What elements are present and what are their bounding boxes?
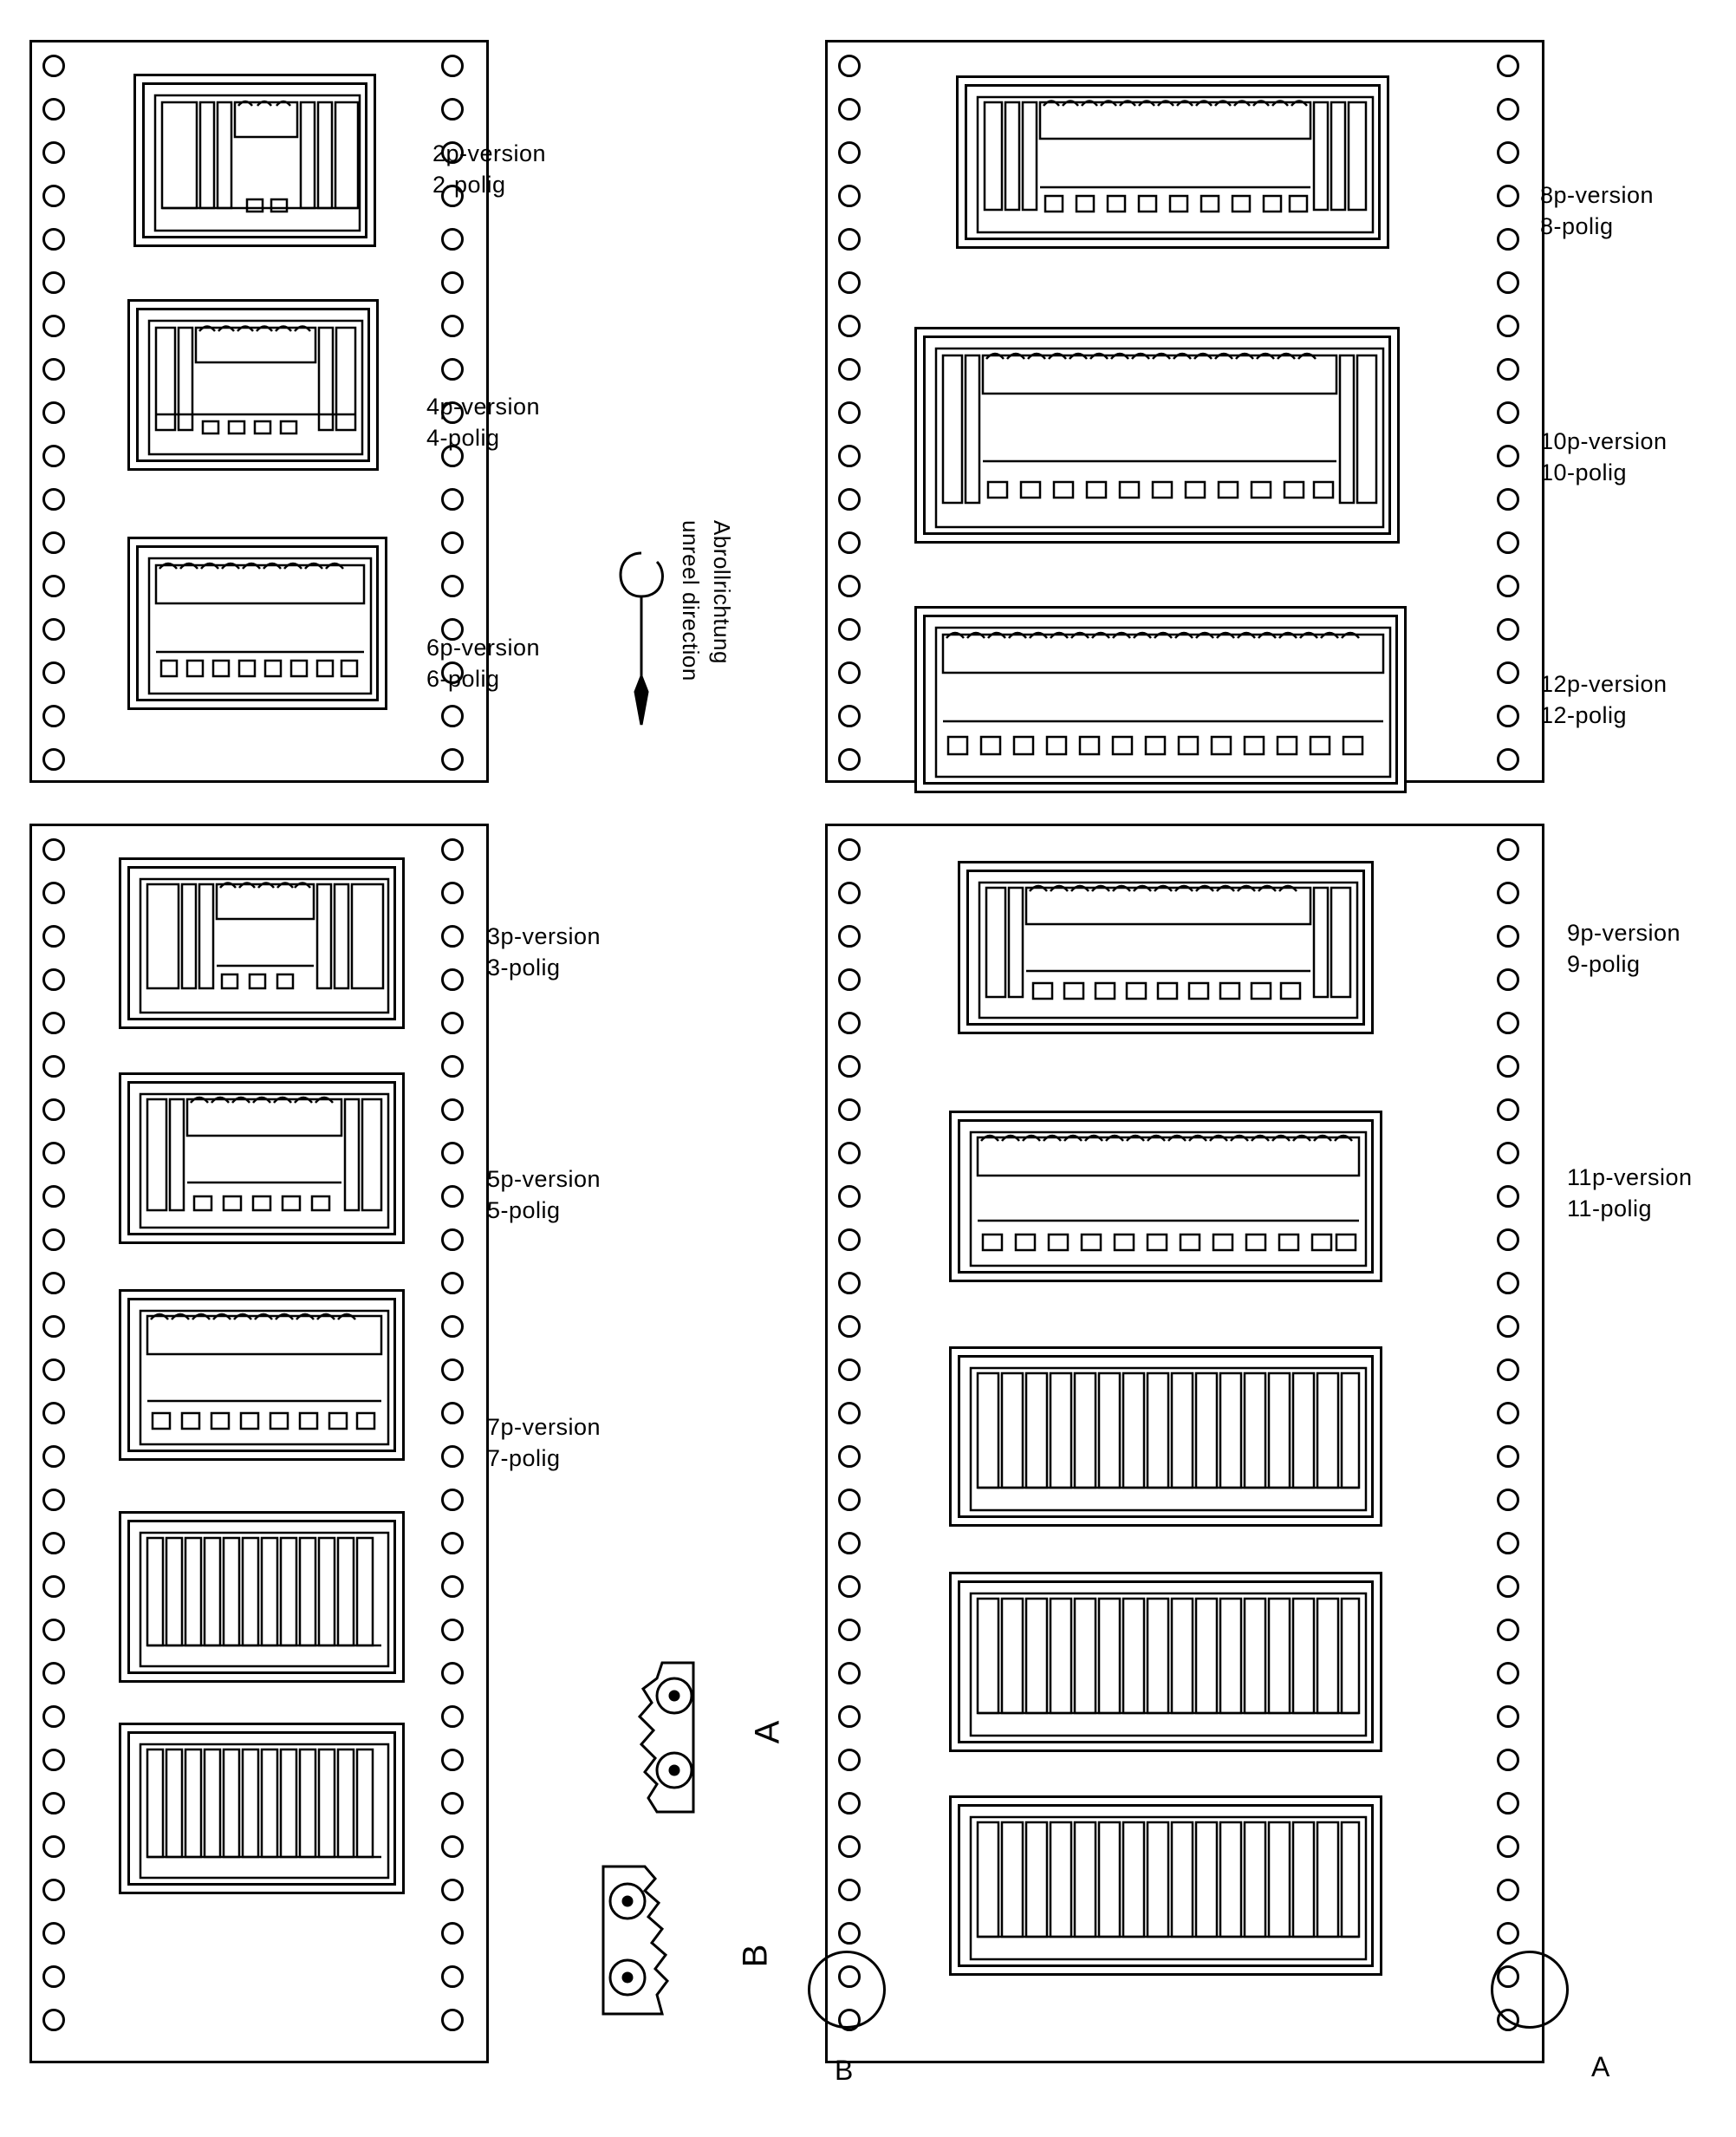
component-pocket: [119, 857, 405, 1029]
sprocket-hole: [42, 748, 65, 771]
sprocket-hole: [838, 1922, 861, 1945]
sprocket-hole: [42, 358, 65, 381]
sprocket-hole: [838, 1358, 861, 1381]
sprocket-hole: [441, 1792, 464, 1814]
tape-top-right: [825, 40, 1668, 783]
section-marker-b-circle: [808, 1951, 886, 2029]
sprocket-hole: [441, 1575, 464, 1598]
sprocket-hole: [441, 1358, 464, 1381]
sprocket-hole: [838, 1142, 861, 1164]
sprocket-hole: [42, 838, 65, 861]
sprocket-hole: [441, 748, 464, 771]
sprocket-hole: [441, 488, 464, 511]
sprocket-hole: [1497, 1315, 1519, 1338]
sprocket-hole: [838, 141, 861, 164]
sprocket-hole: [42, 1055, 65, 1078]
sprocket-hole: [838, 1489, 861, 1511]
component-pocket: [119, 1511, 405, 1683]
sprocket-hole: [42, 968, 65, 991]
sprocket-hole: [1497, 1185, 1519, 1208]
sprocket-hole: [441, 1879, 464, 1901]
sprocket-hole: [441, 1705, 464, 1728]
sprocket-hole: [441, 1185, 464, 1208]
sprocket-hole: [42, 1228, 65, 1251]
sprocket-hole: [838, 661, 861, 684]
component-pocket: [127, 537, 387, 710]
component-pocket: [958, 861, 1374, 1034]
sprocket-hole: [42, 1012, 65, 1034]
sprocket-hole: [1497, 925, 1519, 948]
sprocket-hole: [1497, 838, 1519, 861]
sprocket-hole: [838, 488, 861, 511]
sprocket-hole: [42, 445, 65, 467]
sprocket-hole: [441, 1619, 464, 1641]
sprocket-hole: [441, 1402, 464, 1424]
sprocket-hole: [1497, 358, 1519, 381]
label-en: 9p-version: [1567, 920, 1681, 946]
sprocket-hole: [42, 882, 65, 904]
pocket-label-6p: [426, 632, 540, 694]
sprocket-hole: [42, 618, 65, 641]
sprocket-hole: [42, 1619, 65, 1641]
sprocket-hole: [42, 1922, 65, 1945]
sprocket-hole: [42, 1272, 65, 1294]
pocket-label-4p: [426, 391, 540, 453]
sprocket-hole: [441, 1098, 464, 1121]
pocket-label-8p: [1540, 179, 1654, 242]
sprocket-hole: [1497, 1532, 1519, 1554]
sprocket-hole: [441, 1965, 464, 1988]
sprocket-hole: [441, 2009, 464, 2031]
sprocket-hole: [1497, 1619, 1519, 1641]
sprocket-hole: [838, 1749, 861, 1771]
sprocket-hole: [42, 1575, 65, 1598]
section-marker-a-label: A: [1591, 2051, 1610, 2082]
sprocket-hole: [441, 882, 464, 904]
sprocket-hole: [1497, 1879, 1519, 1901]
section-marker-b-label: B: [835, 2055, 854, 2086]
label-en: 5p-version: [487, 1166, 601, 1192]
sprocket-hole: [42, 1402, 65, 1424]
sprocket-hole: [1497, 661, 1519, 684]
label-de: 2-polig: [432, 172, 506, 198]
sprocket-hole: [42, 661, 65, 684]
sprocket-hole: [1497, 1098, 1519, 1121]
sprocket-hole: [838, 1792, 861, 1814]
sprocket-hole: [1497, 1662, 1519, 1684]
sprocket-hole: [441, 1272, 464, 1294]
sprocket-hole: [1497, 141, 1519, 164]
pocket-label-3p-text: [487, 921, 601, 983]
sprocket-hole: [1497, 1228, 1519, 1251]
sprocket-hole: [1497, 575, 1519, 597]
sprocket-hole: [42, 1142, 65, 1164]
sprocket-hole: [1497, 98, 1519, 121]
sprocket-hole: [42, 1879, 65, 1901]
sprocket-hole: [838, 1098, 861, 1121]
section-marker-a-circle: [1491, 1951, 1569, 2029]
sprocket-hole: [838, 882, 861, 904]
sprocket-hole: [1497, 1402, 1519, 1424]
sprocket-hole: [42, 401, 65, 424]
sprocket-hole: [838, 271, 861, 294]
sprocket-hole: [441, 55, 464, 77]
pocket-label-12p: [1540, 668, 1668, 731]
sprocket-hole: [42, 488, 65, 511]
sprocket-hole: [1497, 1055, 1519, 1078]
sprocket-hole: [441, 358, 464, 381]
sprocket-hole: [838, 445, 861, 467]
label-de: 12-polig: [1540, 702, 1628, 728]
sprocket-hole: [1497, 1142, 1519, 1164]
sprocket-hole: [441, 575, 464, 597]
sprocket-hole: [838, 1445, 861, 1468]
sprocket-hole: [1497, 882, 1519, 904]
component-pocket: [949, 1795, 1382, 1976]
sprocket-hole: [42, 271, 65, 294]
sprocket-hole: [441, 925, 464, 948]
sprocket-hole: [441, 1055, 464, 1078]
label-en: 4p-version: [426, 394, 541, 420]
sprocket-hole: [1497, 618, 1519, 641]
sprocket-hole: [441, 1662, 464, 1684]
component-pocket: [949, 1111, 1382, 1282]
sprocket-hole: [838, 1575, 861, 1598]
label-de: 8-polig: [1540, 213, 1614, 239]
detail-label-a: A: [748, 1720, 787, 1744]
detail-view-a: [582, 1656, 721, 1821]
tape-bottom-right: [825, 824, 1544, 2063]
sprocket-hole: [42, 1489, 65, 1511]
sprocket-hole: [1497, 748, 1519, 771]
sprocket-hole: [42, 1185, 65, 1208]
sprocket-hole: [441, 1532, 464, 1554]
pocket-label-9p-text: [1567, 917, 1681, 980]
label-de: 5-polig: [487, 1197, 561, 1223]
sprocket-hole: [441, 705, 464, 727]
label-en: 11p-version: [1567, 1164, 1693, 1190]
pocket-label-11p-text: [1567, 1162, 1693, 1224]
sprocket-hole: [42, 1749, 65, 1771]
sprocket-hole: [42, 141, 65, 164]
sprocket-column-left: [835, 826, 875, 2061]
label-de: 9-polig: [1567, 951, 1641, 977]
sprocket-hole: [1497, 1835, 1519, 1858]
sprocket-hole: [838, 1705, 861, 1728]
sprocket-hole: [838, 705, 861, 727]
sprocket-hole: [441, 1445, 464, 1468]
sprocket-hole: [838, 531, 861, 554]
component-pocket: [914, 606, 1407, 793]
sprocket-hole: [441, 1142, 464, 1164]
sprocket-hole: [1497, 1749, 1519, 1771]
label-en: 2p-version: [432, 140, 547, 166]
component-pocket: [119, 1723, 405, 1894]
label-de: 10-polig: [1540, 459, 1628, 485]
label-en: 7p-version: [487, 1414, 601, 1440]
sprocket-hole: [1497, 968, 1519, 991]
label-en: 6p-version: [426, 635, 541, 661]
tape-bottom-left: [29, 824, 489, 2063]
sprocket-hole: [441, 315, 464, 337]
sprocket-column-left: [39, 826, 79, 2061]
sprocket-hole: [838, 315, 861, 337]
sprocket-hole: [838, 185, 861, 207]
sprocket-hole: [441, 228, 464, 251]
sprocket-hole: [838, 1619, 861, 1641]
label-en: 12p-version: [1540, 671, 1668, 697]
sprocket-hole: [1497, 1792, 1519, 1814]
label-de: 3-polig: [487, 954, 561, 981]
sprocket-hole: [838, 55, 861, 77]
sprocket-hole: [1497, 315, 1519, 337]
sprocket-column-right: [1493, 826, 1533, 2061]
label-de: 7-polig: [487, 1445, 561, 1471]
sprocket-hole: [1497, 1489, 1519, 1511]
sprocket-hole: [838, 1879, 861, 1901]
sprocket-hole: [1497, 488, 1519, 511]
sprocket-hole: [1497, 185, 1519, 207]
label-de: 11-polig: [1567, 1196, 1653, 1222]
sprocket-hole: [42, 228, 65, 251]
sprocket-hole: [838, 575, 861, 597]
sprocket-hole: [1497, 1575, 1519, 1598]
component-pocket: [133, 74, 376, 247]
sprocket-hole: [1497, 1272, 1519, 1294]
sprocket-hole: [42, 1098, 65, 1121]
sprocket-hole: [1497, 1922, 1519, 1945]
sprocket-hole: [838, 748, 861, 771]
sprocket-column-left: [39, 42, 79, 780]
label-en: 3p-version: [487, 923, 601, 949]
sprocket-hole: [1497, 1445, 1519, 1468]
sprocket-hole: [42, 2009, 65, 2031]
sprocket-hole: [441, 1749, 464, 1771]
pocket-label-10p: [1540, 426, 1668, 488]
sprocket-hole: [42, 1835, 65, 1858]
sprocket-hole: [1497, 1358, 1519, 1381]
sprocket-hole: [1497, 531, 1519, 554]
sprocket-hole: [838, 1228, 861, 1251]
sprocket-hole: [42, 1662, 65, 1684]
detail-label-b: B: [736, 1944, 775, 1968]
sprocket-hole: [838, 925, 861, 948]
component-pocket: [949, 1572, 1382, 1752]
sprocket-hole: [441, 531, 464, 554]
detail-view-b: [589, 1860, 728, 2033]
sprocket-hole: [441, 1835, 464, 1858]
sprocket-hole: [42, 1445, 65, 1468]
sprocket-hole: [42, 1358, 65, 1381]
sprocket-hole: [441, 1922, 464, 1945]
sprocket-hole: [838, 228, 861, 251]
sprocket-hole: [42, 575, 65, 597]
sprocket-hole: [42, 185, 65, 207]
sprocket-hole: [42, 1532, 65, 1554]
sprocket-hole: [1497, 705, 1519, 727]
label-de: 6-polig: [426, 666, 500, 692]
sprocket-hole: [1497, 445, 1519, 467]
sprocket-hole: [838, 1835, 861, 1858]
component-pocket: [956, 75, 1389, 249]
sprocket-hole: [441, 98, 464, 121]
sprocket-hole: [42, 1965, 65, 1988]
component-pocket: [127, 299, 379, 471]
pocket-label-2p: [432, 138, 546, 200]
sprocket-hole: [441, 1012, 464, 1034]
sprocket-hole: [1497, 1705, 1519, 1728]
unreel-direction-label-de: Abrollrichtung: [709, 520, 735, 664]
sprocket-hole: [1497, 271, 1519, 294]
sprocket-hole: [838, 1185, 861, 1208]
component-pocket: [914, 327, 1400, 544]
component-pocket: [119, 1072, 405, 1244]
sprocket-hole: [838, 1662, 861, 1684]
sprocket-hole: [42, 1315, 65, 1338]
sprocket-hole: [42, 55, 65, 77]
unreel-direction-symbol: [607, 529, 685, 728]
sprocket-hole: [42, 1792, 65, 1814]
component-pocket: [119, 1289, 405, 1461]
sprocket-hole: [42, 98, 65, 121]
sprocket-hole: [838, 1055, 861, 1078]
sprocket-hole: [838, 968, 861, 991]
sprocket-hole: [42, 531, 65, 554]
sprocket-column-right: [1493, 42, 1533, 780]
sprocket-hole: [441, 838, 464, 861]
sprocket-hole: [838, 1315, 861, 1338]
component-pocket: [949, 1346, 1382, 1527]
unreel-direction-label-en: unreel direction: [678, 520, 704, 681]
sprocket-hole: [42, 925, 65, 948]
sprocket-hole: [42, 315, 65, 337]
label-en: 10p-version: [1540, 428, 1668, 454]
label-de: 4-polig: [426, 425, 500, 451]
sprocket-hole: [441, 1228, 464, 1251]
sprocket-hole: [42, 705, 65, 727]
sprocket-hole: [838, 98, 861, 121]
pocket-label-7p-text: [487, 1411, 601, 1474]
sprocket-hole: [441, 1315, 464, 1338]
sprocket-hole: [441, 968, 464, 991]
sprocket-hole: [1497, 1012, 1519, 1034]
sprocket-hole: [1497, 228, 1519, 251]
pocket-label-5p-text: [487, 1163, 601, 1226]
sprocket-hole: [838, 618, 861, 641]
sprocket-hole: [838, 1532, 861, 1554]
sprocket-column-left: [835, 42, 875, 780]
label-en: 8p-version: [1540, 182, 1655, 208]
sprocket-hole: [838, 1402, 861, 1424]
sprocket-hole: [838, 1012, 861, 1034]
sprocket-hole: [1497, 55, 1519, 77]
sprocket-column-right: [438, 826, 478, 2061]
sprocket-hole: [838, 838, 861, 861]
sprocket-hole: [441, 1489, 464, 1511]
tape-top-left: [29, 40, 547, 783]
sprocket-hole: [838, 1272, 861, 1294]
sprocket-hole: [42, 1705, 65, 1728]
sprocket-hole: [838, 401, 861, 424]
sprocket-hole: [838, 358, 861, 381]
sprocket-hole: [441, 271, 464, 294]
sprocket-hole: [1497, 401, 1519, 424]
